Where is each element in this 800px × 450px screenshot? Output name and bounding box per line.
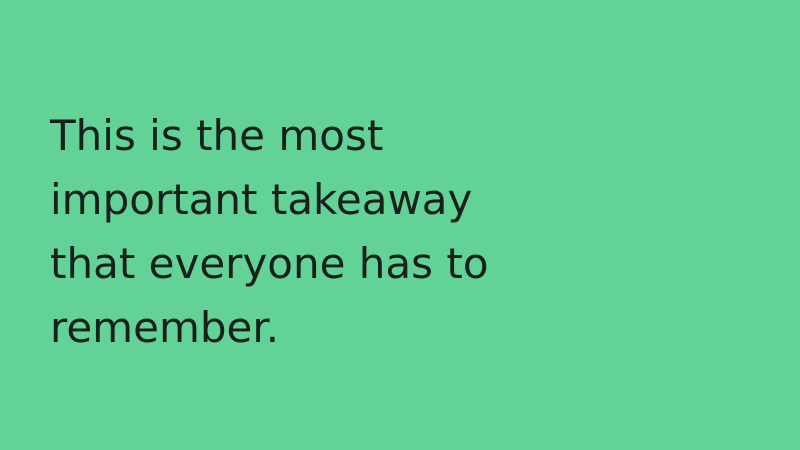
key-takeaway-text — [50, 104, 489, 360]
takeaway-line-2: important takeaway — [50, 175, 473, 224]
takeaway-line-3: that everyone has to — [50, 239, 489, 288]
takeaway-line-4: remember. — [50, 303, 280, 352]
takeaway-line-1: This is the most — [50, 111, 384, 160]
